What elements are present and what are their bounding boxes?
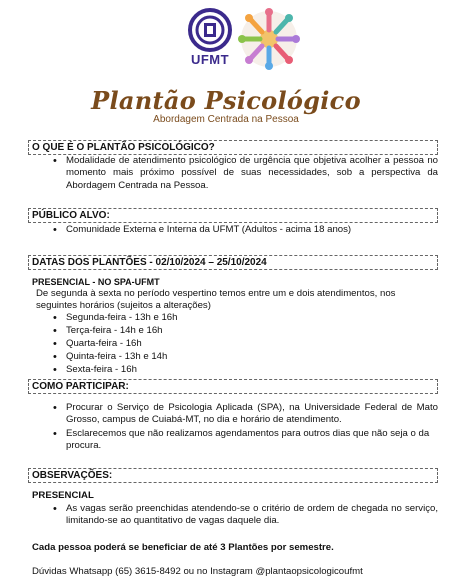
how-to-bullet: • Procurar o Serviço de Psicologia Aplicada (SPA), na Universidade Federal de Mato Grosso, campus de Cuiabá-MT, no dia e horário de atendimento.: [66, 402, 438, 427]
schedule-item: • Quinta-feira - 13h e 14h: [66, 351, 167, 363]
contact-info: Dúvidas Whatsapp (65) 3615-8492 ou no Instagram @plantaopsicologicoufmt: [32, 566, 363, 577]
dates-mode-label: PRESENCIAL - NO SPA-UFMT: [32, 277, 160, 287]
schedule-item: • Quarta-feira - 16h: [66, 338, 142, 350]
hands-circle-logo: [238, 6, 300, 72]
page-title: Plantão Psicológico: [91, 86, 361, 115]
how-to-bullet: • Esclarecemos que não realizamos agendamentos para outros dias que não seja o da procura.: [66, 428, 438, 453]
ufmt-label: UFMT: [190, 52, 230, 67]
limit-note: Cada pessoa poderá se beneficiar de até 3 Plantões por semestre.: [32, 542, 334, 553]
what-is-bullet: • Modalidade de atendimento psicológico de urgência que objetiva acolher a pessoa no momento mais próximo possível de suas necessidades, sob a perspectiva da Abordagem Centrada na Pessoa.: [66, 155, 438, 192]
schedule-item: • Segunda-feira - 13h e 16h: [66, 312, 177, 324]
ufmt-logo: [185, 8, 235, 74]
notes-mode-label: PRESENCIAL: [32, 490, 94, 501]
people-circle-icon: [238, 6, 300, 72]
schedule-item: • Terça-feira - 14h e 16h: [66, 325, 163, 337]
section-heading-notes: OBSERVAÇÕES:: [28, 468, 438, 483]
section-heading-what-is: O QUE É O PLANTÃO PSICOLÓGICO?: [28, 140, 438, 155]
dates-intro: De segunda à sexta no período vespertino temos entre um e dois atendimentos, nos seguintes horários (sujeitos a alterações): [36, 288, 396, 312]
section-heading-audience: PÚBLICO ALVO:: [28, 208, 438, 223]
ufmt-emblem-icon: [185, 8, 235, 52]
header-logos: [0, 6, 452, 76]
schedule-item: • Sexta-feira - 16h: [66, 364, 137, 376]
section-heading-dates: DATAS DOS PLANTÕES - 02/10/2024 – 25/10/2024: [28, 255, 438, 270]
page-subtitle: Abordagem Centrada na Pessoa: [153, 114, 299, 125]
section-heading-how-to: COMO PARTICIPAR:: [28, 379, 438, 394]
notes-bullet: • As vagas serão preenchidas atendendo-se o critério de ordem de chegada no serviço, limitando-se ao quantitativo de vagas daquele dia.: [66, 503, 438, 528]
audience-bullet: • Comunidade Externa e Interna da UFMT (Adultos - acima 18 anos): [66, 224, 438, 236]
